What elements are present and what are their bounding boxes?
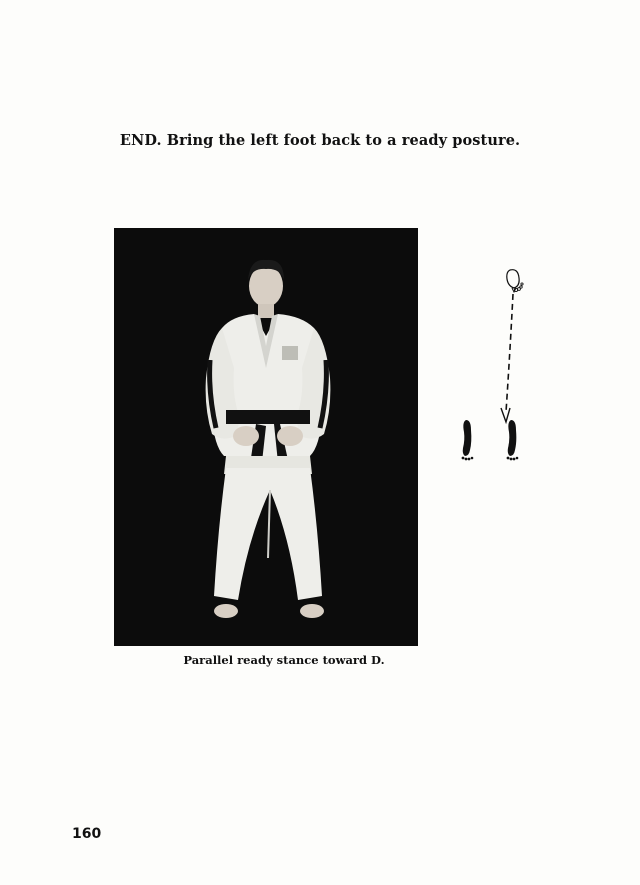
page-heading: END. Bring the left foot back to a ready posture. (119, 132, 521, 149)
right-fist (277, 426, 303, 446)
right-foot (300, 604, 324, 618)
footstep-diagram (450, 262, 540, 472)
page-number: 160 (72, 826, 102, 842)
left-footprint-icon (462, 420, 474, 460)
right-footprint-icon (507, 420, 519, 460)
left-fist (233, 426, 259, 446)
photo-caption: Parallel ready stance toward D. (183, 653, 385, 667)
black-belt (226, 410, 310, 424)
movement-path (506, 294, 513, 412)
left-foot (214, 604, 238, 618)
stance-photo (114, 228, 418, 646)
arrow-head-icon (501, 408, 510, 422)
origin-footprint-icon (507, 270, 523, 292)
